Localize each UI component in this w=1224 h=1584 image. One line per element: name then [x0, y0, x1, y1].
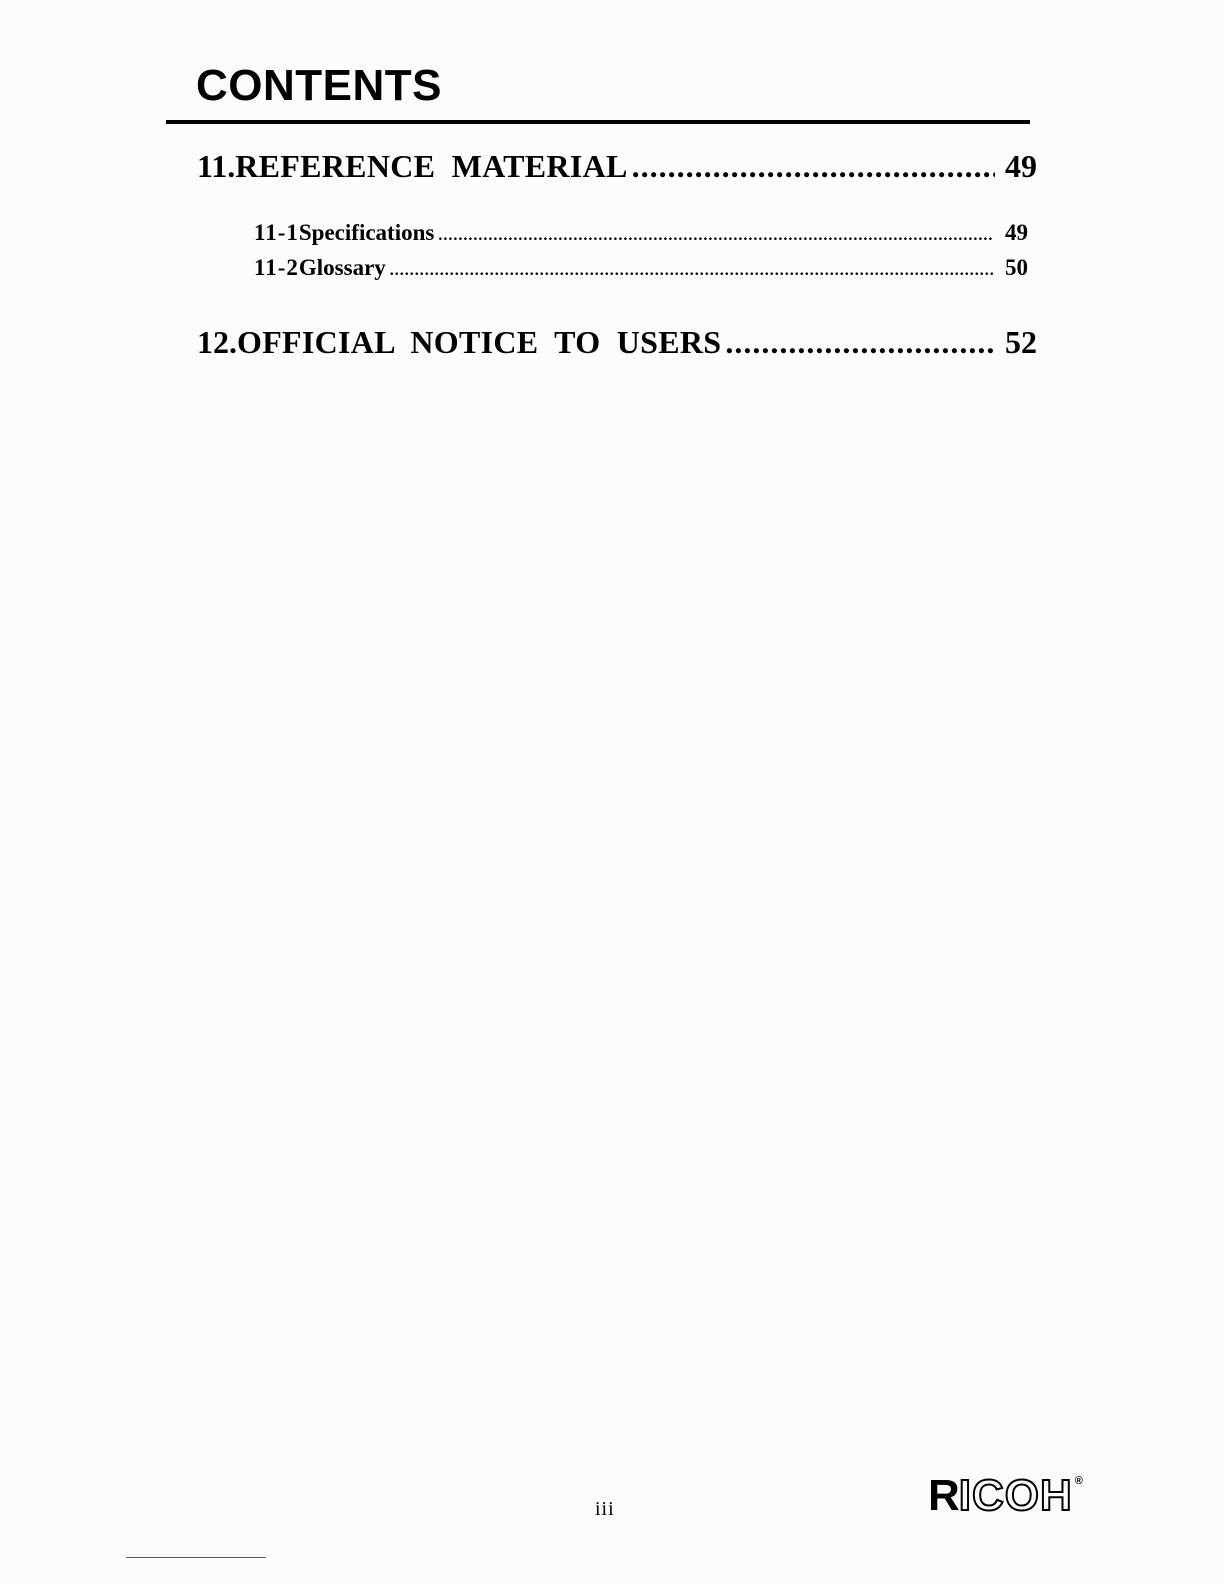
registered-mark-icon: ®	[1074, 1475, 1083, 1487]
page-title: CONTENTS	[196, 61, 442, 110]
section-title: Specifications	[298, 220, 435, 245]
chapter-title: REFERENCE MATERIAL	[235, 148, 628, 184]
section-title: Glossary	[298, 255, 386, 280]
section-page: 50	[1005, 255, 1028, 280]
title-divider	[166, 120, 1030, 124]
dot-leader	[390, 262, 994, 280]
dot-leader	[632, 148, 995, 185]
section-page: 49	[1005, 220, 1028, 245]
page-number: iii	[595, 1498, 615, 1520]
chapter-number: 11.	[197, 148, 236, 184]
toc-chapter-11[interactable]	[197, 148, 1037, 185]
section-number: 11-2	[254, 255, 299, 280]
chapter-page: 52	[1005, 324, 1037, 360]
chapter-title: OFFICIAL NOTICE TO USERS	[237, 324, 722, 360]
dot-leader	[725, 324, 995, 361]
chapter-number: 12.	[197, 324, 237, 360]
dot-leader	[438, 227, 994, 245]
logo-initial: R	[928, 1471, 959, 1520]
toc-section-11-1[interactable]	[254, 220, 1028, 246]
toc-chapter-12[interactable]	[197, 324, 1037, 361]
toc-section-11-2[interactable]	[254, 255, 1028, 281]
logo-rest: ICOH	[958, 1471, 1073, 1520]
footnote-rule	[126, 1557, 266, 1558]
section-number: 11-1	[254, 220, 299, 245]
chapter-page: 49	[1005, 148, 1037, 184]
ricoh-logo	[928, 1471, 1083, 1520]
